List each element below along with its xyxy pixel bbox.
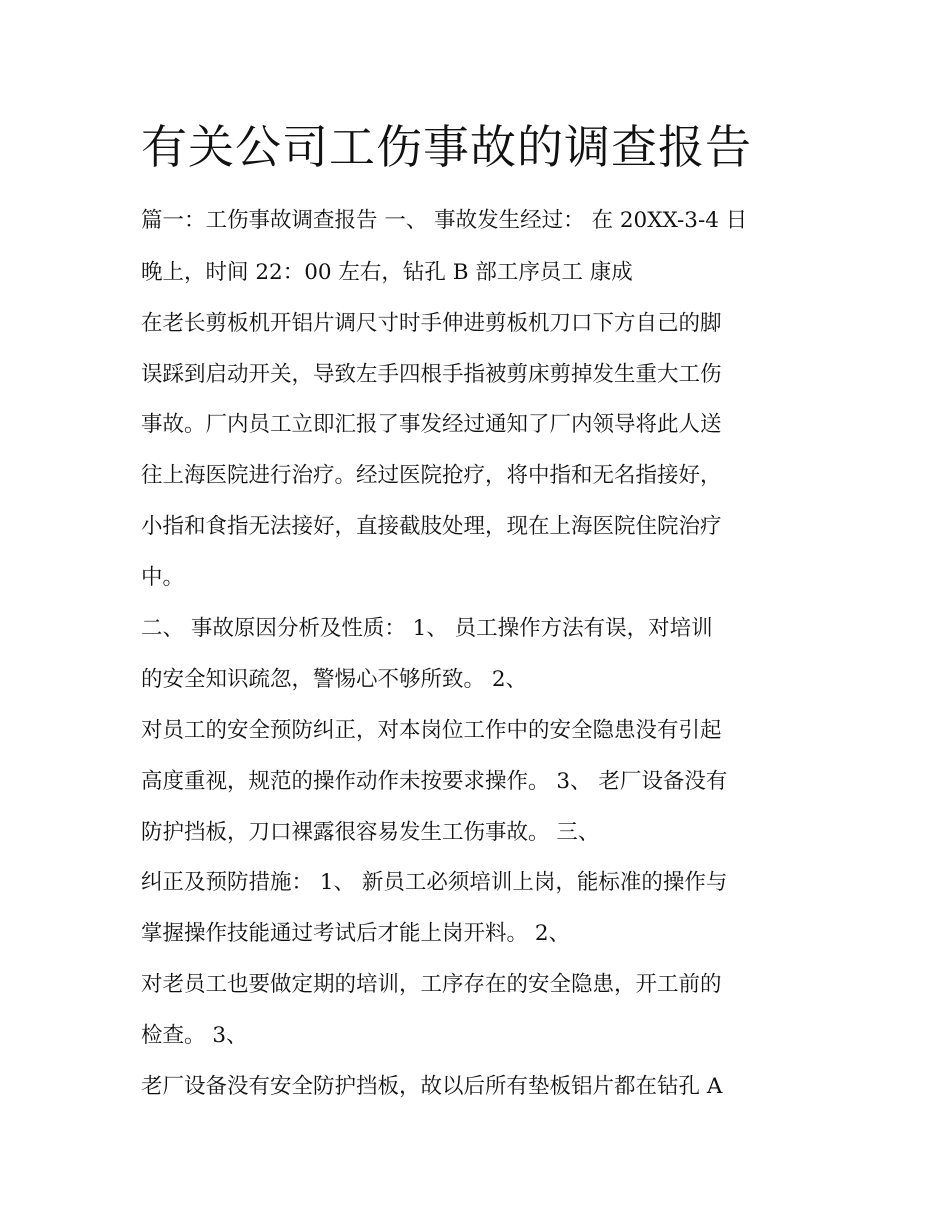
body-line-16: 对老员工也要做定期的培训，工序存在的安全隐患，开工前的 (141, 972, 722, 997)
body-line-10: 的安全知识疏忽，警惕心不够所致。 2、 (141, 667, 528, 692)
body-line-15: 掌握操作技能通过考试后才能上岗开料。 2、 (141, 921, 571, 946)
body-line-1: 篇一：工伤事故调查报告 一、 事故发生经过： 在 20XX-3-4 日 (141, 208, 748, 233)
body-line-14: 纠正及预防措施： 1、 新员工必须培训上岗，能标准的操作与 (141, 870, 728, 895)
document-title: 有关公司工伤事故的调查报告 (141, 120, 752, 174)
body-line-6: 往上海医院进行治疗。经过医院抢疗，将中指和无名指接好， (141, 463, 722, 488)
body-line-12: 高度重视，规范的操作动作未按要求操作。 3、 老厂设备没有 (141, 769, 728, 794)
body-line-4: 误踩到启动开关，导致左手四根手指被剪床剪掉发生重大工伤 (141, 362, 722, 387)
body-line-2: 晚上，时间 22：00 左右，钻孔 B 部工序员工 康成 (141, 260, 633, 285)
body-line-18: 老厂设备没有安全防护挡板，故以后所有垫板铝片都在钻孔 A (141, 1074, 723, 1099)
body-line-17: 检查。 3、 (141, 1023, 248, 1048)
body-line-11: 对员工的安全预防纠正，对本岗位工作中的安全隐患没有引起 (141, 718, 722, 743)
body-line-8: 中。 (141, 565, 185, 590)
body-line-13: 防护挡板，刀口裸露很容易发生工伤事故。 三、 (141, 820, 600, 845)
body-line-3: 在老长剪板机开铝片调尺寸时手伸进剪板机刀口下方自己的脚 (141, 311, 722, 336)
body-line-5: 事故。厂内员工立即汇报了事发经过通知了厂内领导将此人送 (141, 412, 722, 437)
body-line-7: 小指和食指无法接好，直接截肢处理，现在上海医院住院治疗 (141, 514, 722, 539)
body-line-9: 二、 事故原因分析及性质： 1、 员工操作方法有误，对培训 (141, 616, 713, 641)
